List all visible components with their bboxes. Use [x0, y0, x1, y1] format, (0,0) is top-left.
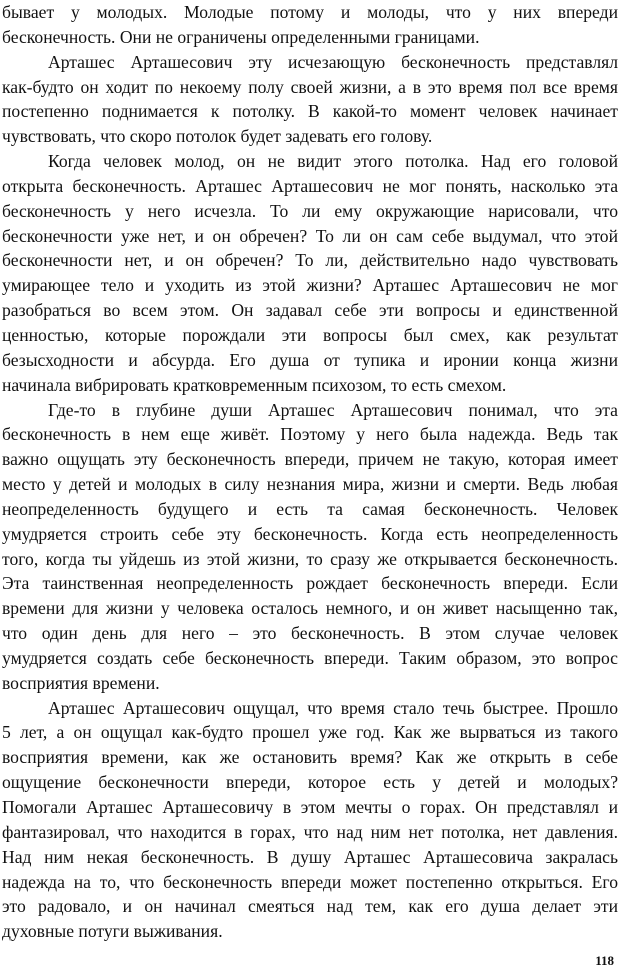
text-line: разобраться во всем этом. Он задавал себе эти вопросы и единственной — [2, 300, 618, 321]
text-line: начинала вибрировать кратковременным психозом, то есть смехом. — [2, 374, 507, 395]
text-line: бывает у молодых. Молодые потому и молоды, что у них впереди — [2, 2, 618, 22]
text-line: чувствовать, что скоро потолок будет задевать его голову. — [2, 126, 433, 147]
text-line: времени для жизни у человека осталось немного, и он живет насыщенно так, — [2, 598, 618, 619]
text-line: Арташес Арташесович эту исчезающую бесконечность представлял — [48, 51, 618, 72]
text-line: постепенно поднимается к потолку. В какой-то момент человек начинает — [2, 101, 618, 122]
text-line: Когда человек молод, он не видит этого потолка. Над его головой — [48, 151, 618, 172]
text-line: бесконечности нет, и он обречен? То ли, действительно надо чувствовать — [2, 250, 618, 271]
text-line: Помогали Арташес Арташесовичу в этом мечты о горах. Он представлял и — [2, 797, 618, 817]
text-line: восприятия времени, как же остановить время? Как же открыть в себе — [2, 747, 618, 768]
text-line: ощущение бесконечности впереди, которое есть у детей и молодых? — [2, 772, 618, 793]
body-text — [2, 0, 618, 944]
text-line: Где-то в глубине души Арташес Арташесович понимал, что эта — [48, 399, 618, 420]
text-line: Эта таинственная неопределенность рождает бесконечность впереди. Если — [2, 573, 618, 594]
text-line: важно ощущать эту бесконечность впереди, причем не такую, которая имеет — [2, 449, 618, 470]
text-line: что один день для него – это бесконечность. В этом случае человек — [2, 623, 618, 644]
text-line: открыта бесконечность. Арташес Арташесович не мог понять, насколько эта — [2, 175, 618, 196]
text-line: умудряется создать себе бесконечность впереди. Таким образом, это вопрос — [2, 647, 618, 668]
text-line: бесконечность у него исчезла. То ли ему окружающие нарисовали, что — [2, 200, 618, 221]
text-line: как-будто он ходит по некоему полу своей жизни, а в это время пол все время — [2, 76, 618, 97]
text-line: надежда на то, что бесконечность впереди может постепенно открыться. Его — [2, 871, 618, 892]
text-line: умудряется строить себе эту бесконечность. Когда есть неопределенность — [2, 523, 618, 544]
text-line: безысходности и абсурда. Его душа от тупика и иронии конца жизни — [2, 349, 618, 370]
text-line: 5 лет, а он ощущал как-будто прошел уже год. Как же вырваться из такого — [2, 722, 618, 743]
text-line: Над ним некая бесконечность. В душу Арташес Арташесовича закралась — [2, 846, 618, 867]
text-line: умирающее тело и уходить из этой жизни? Арташес Арташесович не мог — [2, 275, 618, 296]
text-line: восприятия времени. — [2, 672, 160, 693]
text-line: бесконечность. Они не ограничены определенными границами. — [2, 26, 480, 47]
text-line: бесконечность в нем еще живёт. Поэтому у него была надежда. Ведь так — [2, 424, 618, 445]
text-line: бесконечности уже нет, и он обречен? То ли он сам себе выдумал, что этой — [2, 225, 618, 246]
page-number: 118 — [595, 953, 614, 968]
text-line: место у детей и молодых в силу незнания мира, жизни и смерти. Ведь любая — [2, 474, 618, 495]
text-line: это радовало, и он начинал смеяться над тем, как его душа делает эти — [2, 896, 618, 917]
text-line: фантазировал, что находится в горах, что над ним нет потолка, нет давления. — [2, 821, 618, 842]
text-line: Арташес Арташесович ощущал, что время стало течь быстрее. Прошло — [48, 697, 618, 718]
text-line: духовные потуги выживания. — [2, 921, 223, 942]
text-line: того, когда ты уйдешь из этой жизни, то сразу же открывается бесконечность. — [2, 548, 618, 569]
text-line: ценностью, которые порождали эти вопросы был смех, как результат — [2, 324, 618, 345]
text-line: неопределенность будущего и есть та самая бесконечность. Человек — [2, 498, 618, 519]
